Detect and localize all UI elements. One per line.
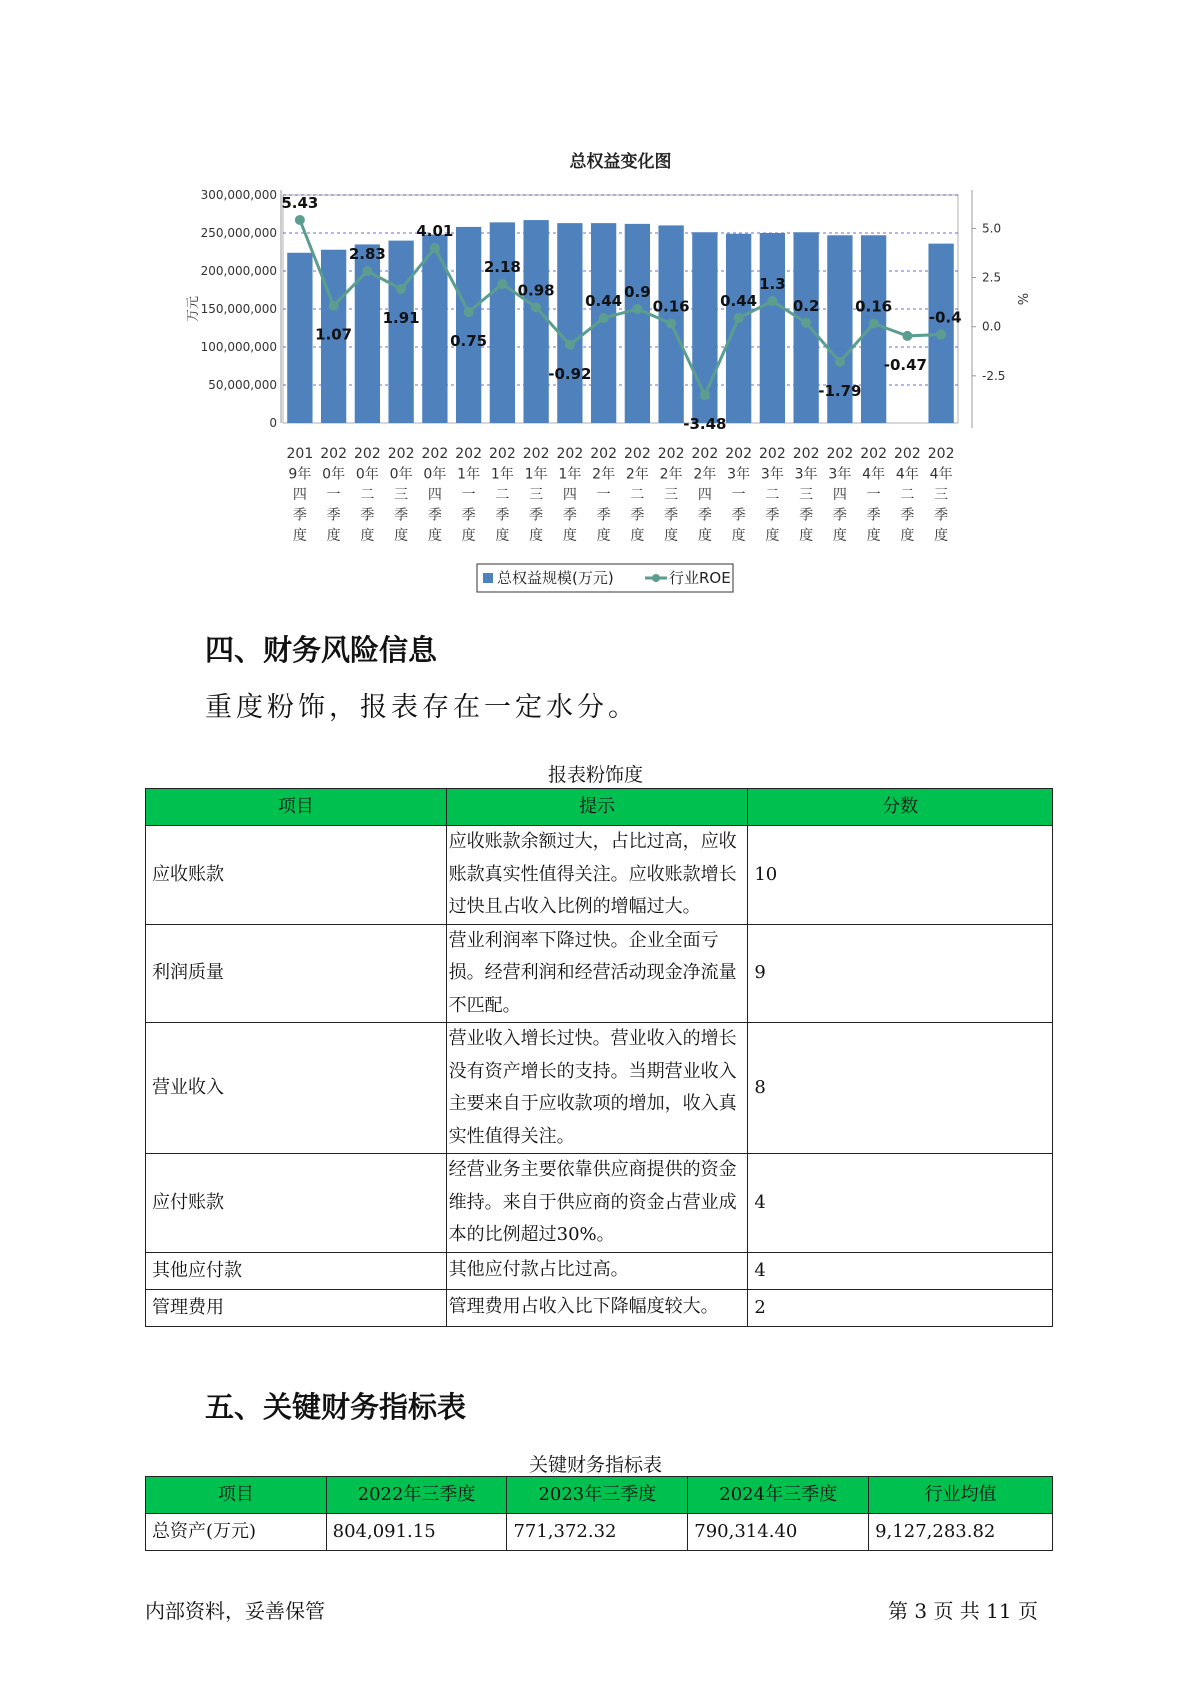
roe-point — [464, 307, 474, 317]
x-tick-label: 季 — [866, 507, 881, 524]
row-hint: 其他应付款占比过高。 — [446, 1252, 748, 1289]
x-tick-label: 3年 — [760, 466, 784, 483]
x-tick-label: 度 — [292, 528, 307, 544]
x-tick-label: 度 — [765, 528, 780, 544]
x-tick-label: 二 — [360, 487, 375, 503]
row-item: 应付账款 — [146, 1154, 447, 1253]
x-tick-label: 二 — [900, 487, 915, 503]
y-axis-label: 万元 — [186, 295, 201, 323]
x-tick-label: 2年 — [625, 466, 649, 483]
section4-title: 四、财务风险信息 — [205, 633, 438, 667]
x-tick-label: 202 — [489, 446, 516, 462]
roe-data-label: -3.48 — [683, 415, 727, 434]
x-tick-label: 三 — [799, 487, 814, 503]
roe-point — [835, 357, 845, 367]
x-tick-label: 一 — [731, 487, 746, 503]
header-score: 分数 — [748, 789, 1053, 826]
row-score: 4 — [748, 1154, 1053, 1253]
x-tick-label: 202 — [387, 446, 415, 462]
x-tick-label: 二 — [765, 487, 780, 503]
bar — [557, 223, 582, 423]
roe-data-label: 0.98 — [517, 281, 555, 300]
x-tick-label: 1年 — [457, 466, 481, 483]
row-hint: 管理费用占收入比下降幅度较大。 — [446, 1289, 748, 1326]
footer-left: 内部资料，妥善保管 — [145, 1599, 325, 1623]
legend-bar-swatch — [483, 573, 493, 583]
x-tick-label: 202 — [624, 446, 651, 462]
roe-data-label: 0.2 — [792, 296, 820, 315]
row-2022: 804,091.15 — [326, 1514, 507, 1551]
x-tick-label: 季 — [765, 507, 780, 524]
roe-point — [936, 330, 946, 340]
x-tick-label: 1年 — [524, 466, 548, 483]
kpi-table-header — [146, 1477, 1053, 1514]
x-tick-label: 季 — [664, 507, 679, 524]
x-tick-label: 度 — [630, 528, 645, 544]
x-tick-label: 202 — [590, 446, 617, 462]
y2-tick-label: 2.5 — [982, 270, 1002, 285]
row-score: 10 — [748, 826, 1053, 925]
x-tick-label: 季 — [326, 507, 341, 524]
y2-tick-label: 5.0 — [982, 221, 1002, 236]
roe-point — [430, 243, 440, 253]
x-tick-label: 度 — [394, 528, 409, 544]
bar — [388, 241, 413, 423]
y-tick-label: 50,000,000 — [208, 378, 277, 392]
x-tick-label: 一 — [866, 487, 881, 503]
x-tick-label: 二 — [630, 487, 645, 503]
row-score: 9 — [748, 924, 1053, 1023]
roe-point — [734, 313, 744, 323]
table-row — [146, 924, 1053, 1023]
roe-data-label: 0.44 — [720, 292, 758, 311]
x-tick-label: 202 — [759, 446, 786, 462]
x-tick-label: 一 — [596, 487, 611, 503]
row-item: 利润质量 — [146, 924, 447, 1023]
table-row — [146, 1289, 1053, 1326]
bar — [456, 227, 481, 423]
roe-data-label: 0.16 — [652, 297, 690, 316]
bar — [523, 220, 548, 423]
x-tick-label: 1年 — [558, 466, 582, 483]
roe-data-label: -1.79 — [818, 381, 862, 400]
x-tick-label: 季 — [900, 507, 915, 524]
legend-bar-label: 总权益规模(万元) — [497, 569, 614, 587]
x-tick-label: 9年 — [288, 466, 312, 483]
x-tick-label: 季 — [495, 507, 510, 524]
equity-chart — [0, 0, 1191, 600]
y-tick-label: 150,000,000 — [200, 302, 277, 316]
x-tick-label: 四 — [292, 487, 307, 503]
row-score: 2 — [748, 1289, 1053, 1326]
x-tick-label: 季 — [292, 507, 307, 524]
kpi-table-caption: 关键财务指标表 — [528, 1454, 662, 1476]
x-tick-label: 度 — [799, 528, 814, 544]
x-tick-label: 202 — [320, 446, 347, 462]
roe-point — [497, 279, 507, 289]
bar — [760, 233, 785, 423]
x-tick-label: 三 — [394, 487, 409, 503]
x-tick-label: 度 — [697, 528, 712, 544]
x-tick-label: 202 — [455, 446, 482, 462]
roe-data-label: -0.4 — [928, 308, 962, 327]
x-tick-label: 一 — [326, 487, 341, 503]
bar — [287, 253, 312, 423]
roe-point — [531, 302, 541, 312]
x-tick-label: 202 — [927, 446, 955, 462]
x-tick-label: 度 — [900, 528, 915, 544]
roe-point — [396, 284, 406, 294]
x-tick-label: 202 — [860, 446, 887, 462]
x-tick-label: 季 — [461, 507, 476, 524]
x-tick-label: 度 — [934, 528, 949, 544]
x-tick-label: 202 — [522, 446, 550, 462]
table-row — [146, 1514, 1053, 1551]
row-item: 总资产(万元) — [146, 1514, 327, 1551]
row-avg: 9,127,283.82 — [869, 1514, 1053, 1551]
chart-title: 总权益变化图 — [569, 152, 672, 172]
roe-data-label: 5.43 — [281, 193, 319, 212]
x-tick-label: 度 — [832, 528, 847, 544]
row-hint: 营业利润率下降过快。企业全面亏损。经营利润和经营活动现金净流量不匹配。 — [446, 924, 748, 1023]
x-tick-label: 3年 — [794, 466, 818, 483]
x-tick-label: 202 — [894, 446, 921, 462]
roe-point — [869, 319, 879, 329]
roe-data-label: 1.91 — [382, 309, 420, 328]
x-tick-label: 季 — [427, 507, 442, 524]
x-tick-label: 三 — [664, 487, 679, 503]
x-tick-label: 度 — [529, 528, 544, 544]
x-tick-label: 一 — [461, 487, 476, 503]
y-tick-label: 200,000,000 — [200, 264, 277, 278]
risk-table-header — [146, 789, 1053, 826]
x-tick-label: 1年 — [490, 466, 514, 483]
header-2024: 2024年三季度 — [688, 1477, 869, 1514]
x-tick-label: 季 — [832, 507, 847, 524]
x-tick-label: 二 — [495, 487, 510, 503]
roe-point — [666, 319, 676, 329]
row-score: 8 — [748, 1023, 1053, 1154]
x-tick-label: 三 — [934, 487, 949, 503]
row-2024: 790,314.40 — [688, 1514, 869, 1551]
x-tick-label: 季 — [394, 507, 409, 524]
y2-tick-label: -2.5 — [982, 368, 1006, 383]
legend-line-marker — [652, 574, 660, 582]
header-item: 项目 — [146, 789, 447, 826]
roe-data-label: 4.01 — [416, 221, 454, 240]
roe-data-label: -0.47 — [883, 355, 927, 374]
x-tick-label: 季 — [697, 507, 712, 524]
row-score: 4 — [748, 1252, 1053, 1289]
x-tick-label: 度 — [326, 528, 341, 544]
table-row — [146, 1154, 1053, 1253]
x-tick-label: 4年 — [862, 466, 886, 483]
y2-tick-label: 0.0 — [982, 319, 1002, 334]
x-tick-label: 202 — [421, 446, 449, 462]
x-tick-label: 季 — [731, 507, 746, 524]
x-tick-label: 季 — [596, 507, 611, 524]
y-tick-label: 250,000,000 — [200, 226, 277, 240]
x-tick-label: 202 — [826, 446, 854, 462]
roe-data-label: 0.16 — [855, 297, 893, 316]
header-2023: 2023年三季度 — [507, 1477, 688, 1514]
x-tick-label: 202 — [725, 446, 752, 462]
x-tick-label: 四 — [562, 487, 577, 503]
roe-point — [902, 331, 912, 341]
x-tick-label: 度 — [596, 528, 611, 544]
roe-point — [632, 304, 642, 314]
x-tick-label: 季 — [529, 507, 544, 524]
table-row — [146, 826, 1053, 925]
table-row — [146, 1023, 1053, 1154]
risk-table-caption: 报表粉饰度 — [547, 764, 643, 786]
header-2022: 2022年三季度 — [326, 1477, 507, 1514]
roe-point — [362, 266, 372, 276]
row-hint: 经营业务主要依靠供应商提供的资金维持。来自于供应商的资金占营业成本的比例超过30%。 — [446, 1154, 748, 1253]
x-tick-label: 202 — [354, 446, 381, 462]
roe-data-label: 0.75 — [450, 331, 488, 350]
x-tick-label: 202 — [792, 446, 820, 462]
x-tick-label: 度 — [495, 528, 510, 544]
x-tick-label: 四 — [697, 487, 712, 503]
x-tick-label: 四 — [832, 487, 847, 503]
table-row — [146, 1252, 1053, 1289]
x-tick-label: 度 — [360, 528, 375, 544]
x-tick-label: 季 — [934, 507, 949, 524]
x-tick-label: 0年 — [355, 466, 379, 483]
x-tick-label: 202 — [691, 446, 719, 462]
roe-data-label: 2.18 — [483, 257, 521, 276]
x-tick-label: 四 — [427, 487, 442, 503]
row-2023: 771,372.32 — [507, 1514, 688, 1551]
x-tick-label: 度 — [731, 528, 746, 544]
x-tick-label: 202 — [556, 446, 584, 462]
x-tick-label: 季 — [799, 507, 814, 524]
x-tick-label: 0年 — [423, 466, 447, 483]
x-tick-label: 0年 — [389, 466, 413, 483]
x-tick-label: 2年 — [693, 466, 717, 483]
row-hint: 应收账款余额过大，占比过高，应收账款真实性值得关注。应收账款增长过快且占收入比例的增幅过大。 — [446, 826, 748, 925]
header-avg: 行业均值 — [869, 1477, 1053, 1514]
legend-line-label: 行业ROE — [669, 569, 731, 587]
x-tick-label: 4年 — [895, 466, 919, 483]
bar — [591, 223, 616, 423]
x-tick-label: 3年 — [828, 466, 852, 483]
x-tick-label: 4年 — [929, 466, 953, 483]
roe-data-label: -0.92 — [548, 364, 592, 383]
roe-point — [295, 215, 305, 225]
x-tick-label: 三 — [529, 487, 544, 503]
x-tick-label: 度 — [562, 528, 577, 544]
x-tick-label: 201 — [286, 446, 314, 462]
row-item: 其他应付款 — [146, 1252, 447, 1289]
footer-page: 第 3 页 共 11 页 — [888, 1599, 1038, 1623]
row-item: 应收账款 — [146, 826, 447, 925]
roe-data-label: 2.83 — [348, 245, 386, 264]
y-tick-label: 300,000,000 — [200, 188, 277, 202]
x-tick-label: 度 — [461, 528, 476, 544]
section5-title: 五、关键财务指标表 — [205, 1390, 467, 1424]
kpi-table — [145, 1476, 1053, 1551]
x-tick-label: 度 — [664, 528, 679, 544]
y-tick-label: 100,000,000 — [200, 340, 277, 354]
x-tick-label: 度 — [866, 528, 881, 544]
y-tick-label: 0 — [269, 416, 277, 430]
x-tick-label: 2年 — [592, 466, 616, 483]
roe-point — [700, 390, 710, 400]
risk-table — [145, 788, 1053, 1327]
roe-data-label: 0.9 — [624, 283, 651, 301]
x-tick-label: 季 — [360, 507, 375, 524]
x-tick-label: 季 — [630, 507, 645, 524]
row-hint: 营业收入增长过快。营业收入的增长没有资产增长的支持。当期营业收入主要来自于应收款项的增加，收入真实性值得关注。 — [446, 1023, 748, 1154]
roe-point — [329, 301, 339, 311]
y2-axis-label: % — [1014, 292, 1029, 306]
x-tick-label: 3年 — [727, 466, 751, 483]
roe-data-label: 1.3 — [759, 275, 786, 294]
section4-paragraph: 重度粉饰，报表存在一定水分。 — [205, 692, 639, 723]
x-tick-label: 季 — [562, 507, 577, 524]
header-hint: 提示 — [446, 789, 748, 826]
equity-chart-svg — [0, 0, 1191, 600]
row-item: 管理费用 — [146, 1289, 447, 1326]
roe-point — [767, 296, 777, 306]
bar — [625, 224, 650, 423]
bar — [490, 222, 515, 423]
x-tick-label: 2年 — [659, 466, 683, 483]
header-item: 项目 — [146, 1477, 327, 1514]
x-tick-label: 202 — [657, 446, 685, 462]
roe-point — [801, 318, 811, 328]
roe-point — [565, 340, 575, 350]
row-item: 营业收入 — [146, 1023, 447, 1154]
roe-data-label: 1.07 — [315, 325, 353, 344]
bar — [726, 234, 751, 423]
roe-point — [599, 313, 609, 323]
x-tick-label: 0年 — [322, 466, 346, 483]
roe-data-label: 0.44 — [585, 292, 623, 311]
bar — [861, 235, 886, 423]
x-tick-label: 度 — [427, 528, 442, 544]
